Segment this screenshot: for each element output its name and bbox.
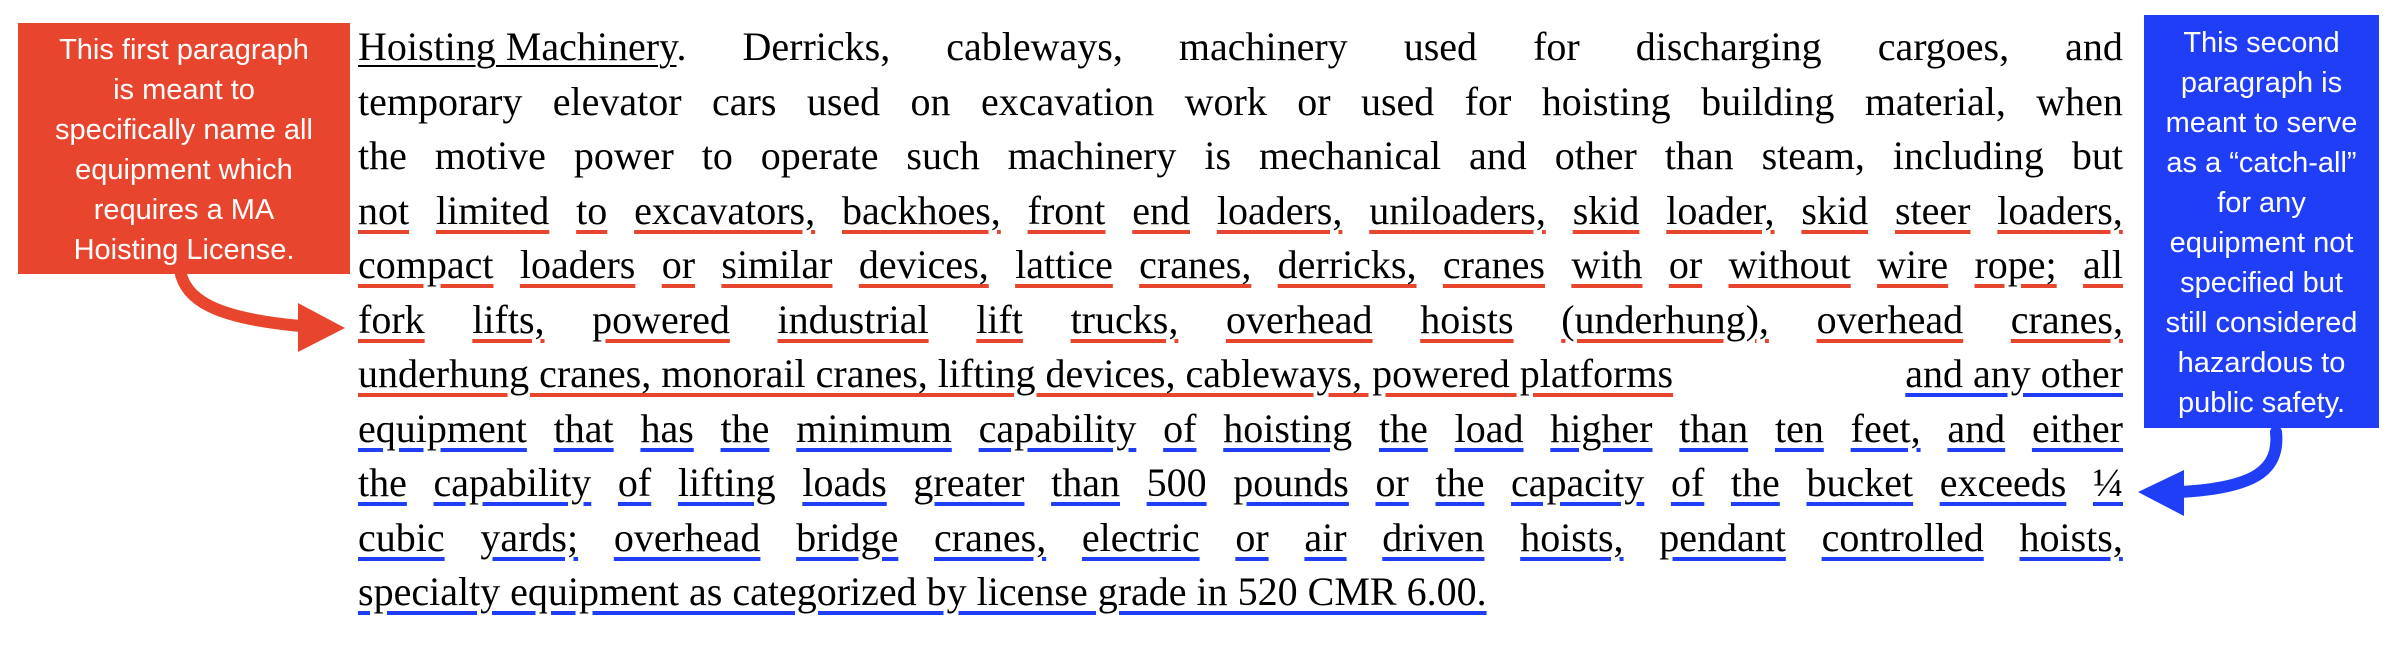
word: other (1554, 133, 1637, 178)
blue-underlined-line (358, 511, 2123, 566)
word: ¼ (2092, 460, 2123, 505)
word: but (2071, 133, 2123, 178)
word: cranes, (2010, 296, 2123, 342)
word: skid (1801, 187, 1869, 233)
heading-wrap (358, 20, 686, 75)
word: hoists, (2019, 514, 2123, 560)
word: on (910, 78, 951, 124)
word: the (1378, 405, 1428, 451)
word: minimum (796, 405, 952, 451)
word: end (1132, 187, 1191, 233)
word: devices, (858, 242, 989, 287)
word: loads (802, 460, 887, 505)
word: cars (712, 78, 777, 124)
word: of (1670, 460, 1705, 505)
word: operate (760, 133, 879, 178)
word: without (1728, 242, 1851, 287)
word: hoists (1420, 296, 1514, 342)
word: yards; (480, 514, 579, 560)
word: such (906, 133, 980, 178)
word: the (358, 460, 407, 505)
word: than (1051, 460, 1120, 505)
callout-line: public safety. (2177, 387, 2346, 419)
word: used (806, 78, 881, 124)
word: powered (592, 296, 730, 342)
word: machinery (1007, 133, 1177, 178)
word: capability (978, 405, 1137, 451)
word: and (1469, 133, 1527, 178)
word: the (720, 405, 770, 451)
text-line (358, 129, 2123, 184)
word: hoisting (1223, 405, 1353, 451)
word: pendant (1659, 514, 1786, 560)
hoisting-machinery-definition (358, 20, 2123, 620)
word: with (1571, 242, 1643, 287)
callout-line: hazardous to (2177, 347, 2346, 379)
callout-line: specified but (2180, 267, 2343, 299)
word: rope; (1974, 242, 2057, 287)
word: ten (1774, 405, 1824, 451)
word: temporary (358, 78, 523, 124)
callout-line: This second (2183, 27, 2340, 59)
word: or (661, 242, 696, 287)
word: of (617, 460, 652, 505)
word: for (1464, 78, 1512, 124)
word: loader, (1666, 187, 1775, 233)
word: either (2031, 405, 2123, 451)
word: loaders, (1997, 187, 2123, 233)
word: the (358, 133, 407, 178)
callout-line: This first paragraph (59, 34, 309, 66)
word: overhead (1816, 296, 1964, 342)
word: not (358, 187, 410, 233)
red-underlined-line (358, 293, 2123, 348)
word: lift (976, 296, 1023, 342)
word: to (576, 187, 608, 233)
blue-underlined-line (358, 402, 2123, 457)
word: uniloaders, (1369, 187, 1546, 233)
word: material, (1864, 78, 2006, 124)
word: pounds (1233, 460, 1349, 505)
word: greater (913, 460, 1025, 505)
word: of (1163, 405, 1197, 451)
word: than (1664, 133, 1734, 178)
callout-line: specifically name all (55, 114, 313, 146)
word: exceeds (1939, 460, 2067, 505)
word: excavation (980, 78, 1155, 124)
word: overhead (613, 514, 761, 560)
word: lifts, (472, 296, 545, 342)
blue-underlined-segment: and any other (1905, 351, 2123, 396)
word: when (2036, 78, 2123, 124)
word: used (1360, 78, 1435, 124)
red-arrow-icon (180, 270, 300, 326)
word: all (2083, 242, 2123, 287)
word: cubic (358, 514, 445, 560)
word: front (1027, 187, 1106, 233)
word: wire (1877, 242, 1949, 287)
word: hoists, (1520, 514, 1624, 560)
word: feet, (1850, 405, 1921, 451)
word: lattice (1015, 242, 1113, 287)
word: loaders (519, 242, 636, 287)
word: higher (1550, 405, 1653, 451)
callout-line: Hoisting License. (73, 234, 295, 266)
word: capacity (1511, 460, 1645, 505)
word: has (640, 405, 694, 451)
word: power (573, 133, 674, 178)
text-line (358, 347, 2123, 402)
word: limited (435, 187, 550, 233)
word: air (1304, 514, 1347, 560)
word: or (1375, 460, 1409, 505)
word: elevator (552, 78, 682, 124)
word: fork (358, 296, 425, 342)
blue-underlined-line: specialty equipment as categorized by license grade in 520 CMR 6.00. (358, 569, 1487, 614)
word: is (1204, 133, 1232, 178)
word: than (1679, 405, 1749, 451)
section-heading: Hoisting Machinery (358, 24, 677, 69)
word: work (1184, 78, 1267, 124)
word: compact (358, 242, 494, 287)
word: derricks, (1277, 242, 1417, 287)
word: steam, (1761, 133, 1865, 178)
red-underlined-line (358, 184, 2123, 239)
word: bridge (796, 514, 899, 560)
callout-line: meant to serve (2165, 107, 2358, 139)
text-line (358, 75, 2123, 130)
word: trucks, (1070, 296, 1179, 342)
red-underlined-line (358, 238, 2123, 293)
callout-line: as a “catch-all” (2166, 147, 2357, 179)
word: or (1297, 78, 1331, 124)
word: backhoes, (841, 187, 1001, 233)
blue-underlined-line (358, 456, 2123, 511)
word: the (1435, 460, 1485, 505)
callout-line: requires a MA (93, 194, 275, 226)
word: loaders, (1216, 187, 1343, 233)
text-line (358, 20, 2123, 75)
callout-line: still considered (2165, 307, 2358, 339)
callout-line: paragraph is (2180, 67, 2343, 99)
word: discharging (1635, 24, 1822, 69)
word: 500 (1146, 460, 1207, 505)
word: cranes (1442, 242, 1545, 287)
word: hoisting (1541, 78, 1671, 124)
word: and (2065, 24, 2123, 69)
word: electric (1081, 514, 1200, 560)
word: used (1403, 24, 1478, 69)
word: cranes, (934, 514, 1047, 560)
word: or (1668, 242, 1703, 287)
callout-line: for any (2217, 187, 2306, 219)
word: overhead (1225, 296, 1373, 342)
word: the (1730, 460, 1780, 505)
word: including (1892, 133, 2044, 178)
word: cableways, (946, 24, 1123, 69)
word: and (1947, 405, 2006, 451)
word: controlled (1821, 514, 1984, 560)
word: mechanical (1258, 133, 1442, 178)
word: skid (1572, 187, 1640, 233)
callout-line: is meant to (113, 74, 255, 106)
word: building (1701, 78, 1835, 124)
word: steer (1894, 187, 1971, 233)
heading-punctuation: . (676, 24, 687, 69)
word: for (1533, 24, 1580, 69)
word: (underhung), (1561, 296, 1769, 342)
word: cargoes, (1877, 24, 2010, 69)
blue-arrowhead-icon (2138, 470, 2184, 516)
word: equipment (358, 405, 527, 451)
word: lifting (677, 460, 776, 505)
word: excavators, (634, 187, 816, 233)
word: to (701, 133, 733, 178)
word: industrial (777, 296, 929, 342)
word: that (553, 405, 614, 451)
word: cranes, (1139, 242, 1252, 287)
word: similar (721, 242, 833, 287)
callout-line: equipment which (75, 154, 293, 186)
red-underlined-segment: underhung cranes, monorail cranes, lifting devices, cableways, powered platforms (358, 351, 1674, 396)
word: driven (1382, 514, 1485, 560)
word: motive (434, 133, 546, 178)
callout-line: equipment not (2169, 227, 2354, 259)
word: bucket (1806, 460, 1914, 505)
word: or (1235, 514, 1269, 560)
word: machinery (1178, 24, 1348, 69)
blue-arrow-icon (2180, 432, 2276, 492)
red-arrowhead-icon (298, 303, 345, 352)
word: capability (433, 460, 592, 505)
word: load (1454, 405, 1524, 451)
word: Derricks, (742, 24, 891, 69)
